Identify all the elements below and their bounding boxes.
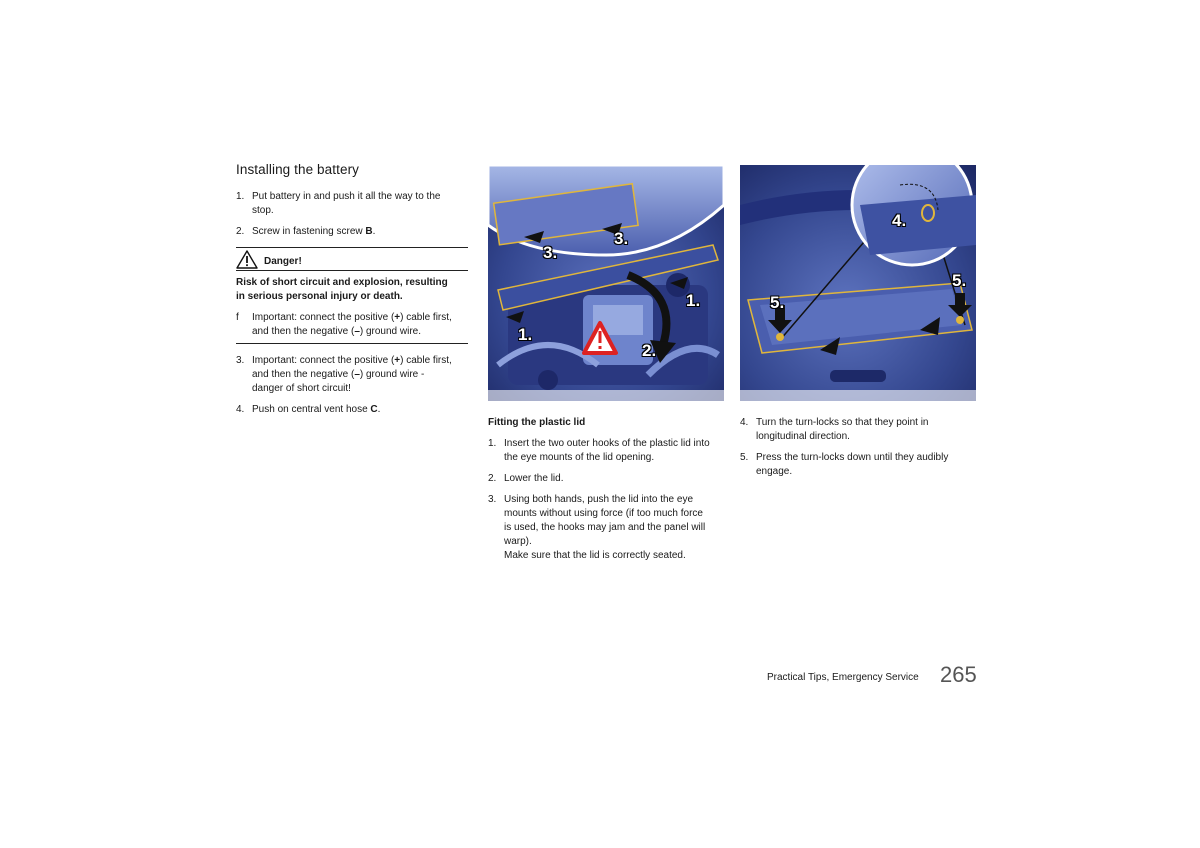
step-text: Turn the turn-locks so that they point in [756,417,929,428]
step-number: 3. [488,494,497,505]
step-text: mounts without using force (if too much force [504,508,703,519]
step-text: engage. [756,466,793,477]
danger-bullet [236,311,476,339]
callout-label: 5. [952,271,967,290]
bullet-text: ) ground wire. [359,326,422,337]
section-heading: Installing the battery [236,162,360,177]
figure-turn-locks [740,165,976,401]
list-item [236,403,476,417]
step-text: Make sure that the lid is correctly seated. [504,550,686,561]
list-item [236,354,476,396]
callout-label: 1. [686,291,701,310]
part-letter: C [370,404,378,415]
bullet-text: Important: connect the positive ( [252,312,395,323]
step-text: Press the turn-locks down until they audibly [756,452,949,463]
step-text: Screw in fastening screw [252,226,366,237]
polarity-symbol: + [394,355,401,366]
footer-section-title: Practical Tips, Emergency Service [767,672,919,683]
step-number: 3. [236,355,245,366]
step-text: ) cable first, [400,355,452,366]
engine-bay-illustration [488,165,724,401]
bullet-marker: f [236,312,239,323]
step-text: and then the negative ( [252,369,355,380]
warning-triangle-icon [236,250,258,269]
list-item [740,451,980,479]
step-number: 4. [740,417,749,428]
callout-label: 3. [614,229,629,248]
callout-label: 2. [642,341,657,360]
list-item [740,416,980,444]
step-text: Important: connect the positive ( [252,355,395,366]
step-text: Using both hands, push the lid into the eye [504,494,694,505]
warning-line: Risk of short circuit and explosion, resulting [236,277,448,288]
step-number: 2. [236,226,245,237]
bullet-text: and then the negative ( [252,326,355,337]
polarity-symbol: – [354,326,360,337]
bullet-text: ) cable first, [400,312,452,323]
step-number: 1. [236,191,245,202]
polarity-symbol: – [354,369,360,380]
list-item [488,472,728,486]
polarity-symbol: + [394,312,401,323]
warning-line: in serious personal injury or death. [236,291,403,302]
step-text: Push on central vent hose [252,404,371,415]
list-item [236,225,476,239]
lid-illustration [740,165,976,401]
callout-label: 3. [543,243,558,262]
step-number: 5. [740,452,749,463]
list-item [488,437,728,465]
divider [236,270,468,271]
divider [236,343,468,344]
step-text-end: . [372,226,376,237]
step-number: 4. [236,404,245,415]
danger-label [236,250,476,270]
step-text: warp). [504,536,532,547]
callout-label: 4. [892,211,907,230]
step-text: Lower the lid. [504,473,564,484]
callout-label: 5. [770,293,785,312]
danger-title: Danger! [264,256,302,267]
callout-label: 1. [518,325,533,344]
step-text: Put battery in and push it all the way to the [252,191,441,202]
list-item [488,493,728,563]
step-number: 1. [488,438,497,449]
list-item [236,190,476,218]
step-text: Insert the two outer hooks of the plastic lid into [504,438,710,449]
subsection-heading: Fitting the plastic lid [488,417,586,428]
figure-plastic-lid [488,165,724,401]
step-text-end: . [377,404,381,415]
step-text: is used, the hooks may jam and the panel will [504,522,706,533]
part-letter: B [365,226,373,237]
step-number: 2. [488,473,497,484]
divider [236,247,468,248]
danger-warning [236,276,476,304]
step-text: longitudinal direction. [756,431,850,442]
step-text: stop. [252,205,274,216]
step-text: danger of short circuit! [252,383,351,394]
step-text: ) ground wire - [359,369,425,380]
page-number: 265 [940,662,977,687]
step-text: the eye mounts of the lid opening. [504,452,655,463]
